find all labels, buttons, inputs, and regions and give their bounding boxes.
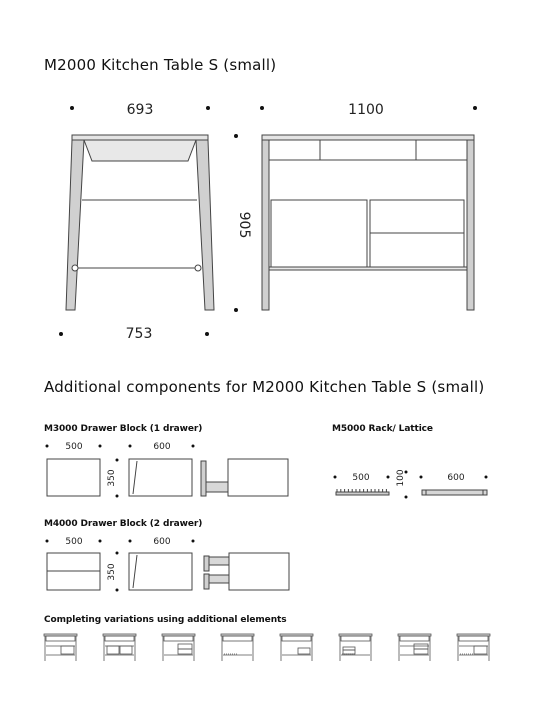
variation-drawer <box>178 644 192 649</box>
variation-apron <box>46 636 75 641</box>
m4000-drawing <box>47 553 289 590</box>
variation-apron <box>400 636 429 641</box>
m5000-title: M5000 Rack/ Lattice <box>332 424 433 434</box>
variation-drawer <box>61 646 74 654</box>
variations-title: Completing variations using additional elements <box>44 615 287 625</box>
variation-apron <box>459 636 488 641</box>
page-title: M2000 Kitchen Table S (small) <box>44 56 277 74</box>
variation-thumbnail <box>103 634 136 661</box>
m3000-dim-w1: 500 <box>65 442 83 452</box>
m5000-dim-w2: 600 <box>447 473 465 483</box>
m5000-dim-w1: 500 <box>352 473 370 483</box>
m4000-dim-h: 350 <box>107 563 117 581</box>
variation-thumbnail <box>398 634 431 661</box>
m3000-dim-w2: 600 <box>153 442 171 452</box>
m5000-drawing <box>336 489 487 495</box>
variation-apron <box>341 636 370 641</box>
dim-front-width: 1100 <box>348 102 384 118</box>
components-title: Additional components for M2000 Kitchen Table S (small) <box>44 378 485 396</box>
m3000-drawing <box>47 459 288 496</box>
variation-drawer <box>414 644 428 649</box>
dim-base-depth: 753 <box>125 326 153 342</box>
variation-thumbnail <box>221 634 254 661</box>
variation-thumbnail <box>162 634 195 661</box>
variation-apron <box>105 636 134 641</box>
m4000-dim-w1: 500 <box>65 537 83 547</box>
variation-drawer <box>343 650 355 654</box>
variations-row <box>44 634 490 661</box>
m4000-dimension-dots <box>46 540 195 592</box>
m3000-dimension-dots <box>46 445 195 498</box>
m4000-dim-w2: 600 <box>153 537 171 547</box>
m3000-dim-h: 350 <box>107 469 117 487</box>
dim-side-width: 693 <box>126 102 154 118</box>
variation-apron <box>223 636 252 641</box>
variation-drawer <box>298 648 310 654</box>
m5000-dim-h: 100 <box>396 469 406 487</box>
variation-drawer <box>414 649 428 654</box>
dim-height: 905 <box>236 211 252 239</box>
variation-thumbnail <box>280 634 313 661</box>
m4000-title: M4000 Drawer Block (2 drawer) <box>44 519 203 529</box>
variation-drawer <box>474 646 487 654</box>
variation-apron <box>282 636 311 641</box>
side-view-drawing <box>66 135 214 310</box>
variation-drawer <box>107 646 119 654</box>
m3000-title: M3000 Drawer Block (1 drawer) <box>44 424 203 434</box>
variation-thumbnail <box>339 634 372 661</box>
variation-apron <box>164 636 193 641</box>
front-view-drawing <box>262 135 474 310</box>
variation-drawer <box>343 647 355 650</box>
variation-drawer <box>178 649 192 654</box>
variation-thumbnail <box>457 634 490 661</box>
variation-thumbnail <box>44 634 77 661</box>
variation-drawer <box>120 646 132 654</box>
